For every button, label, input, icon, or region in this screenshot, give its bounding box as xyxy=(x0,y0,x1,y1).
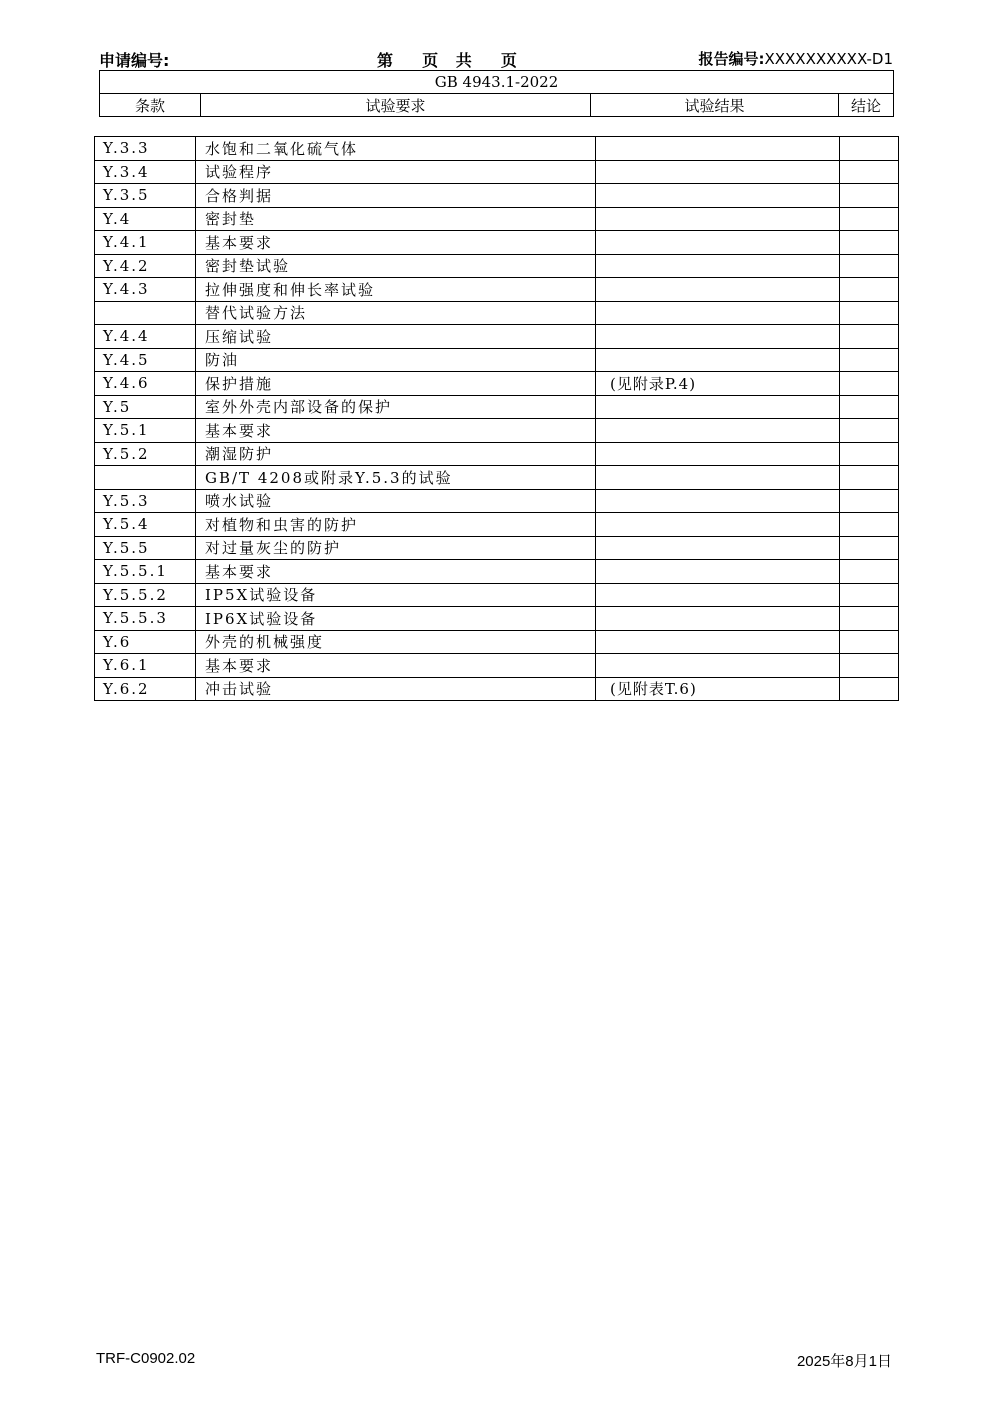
standard-title: GB 4943.1-2022 xyxy=(100,71,894,94)
requirement-cell: 潮湿防护 xyxy=(196,442,596,466)
result-cell xyxy=(596,254,840,278)
verdict-cell xyxy=(840,607,899,631)
requirement-cell: 室外外壳内部设备的保护 xyxy=(196,395,596,419)
result-cell xyxy=(596,419,840,443)
clause-cell: Y.3.3 xyxy=(95,137,196,161)
verdict-cell xyxy=(840,489,899,513)
requirement-cell: 试验程序 xyxy=(196,160,596,184)
result-cell: (见附录P.4) xyxy=(596,372,840,396)
result-cell xyxy=(596,184,840,208)
requirement-cell: 对植物和虫害的防护 xyxy=(196,513,596,537)
result-cell xyxy=(596,654,840,678)
table-row xyxy=(95,583,899,607)
table-row xyxy=(95,607,899,631)
clause-cell: Y.5.5 xyxy=(95,536,196,560)
table-row xyxy=(95,254,899,278)
verdict-cell xyxy=(840,677,899,701)
result-cell xyxy=(596,630,840,654)
table-row xyxy=(95,419,899,443)
verdict-cell xyxy=(840,419,899,443)
requirement-cell: IP6X试验设备 xyxy=(196,607,596,631)
result-cell xyxy=(596,466,840,490)
requirement-cell: 外壳的机械强度 xyxy=(196,630,596,654)
table-row xyxy=(95,630,899,654)
clause-cell: Y.6.1 xyxy=(95,654,196,678)
requirement-cell: 拉伸强度和伸长率试验 xyxy=(196,278,596,302)
requirement-cell: 压缩试验 xyxy=(196,325,596,349)
requirement-cell: 基本要求 xyxy=(196,560,596,584)
requirement-cell: 合格判据 xyxy=(196,184,596,208)
table-row xyxy=(95,513,899,537)
result-cell xyxy=(596,348,840,372)
report-number xyxy=(698,48,893,69)
clause-cell: Y.6.2 xyxy=(95,677,196,701)
result-cell xyxy=(596,489,840,513)
page-info: 第 页 共 页 xyxy=(377,51,523,70)
clause-cell: Y.5.4 xyxy=(95,513,196,537)
table-row xyxy=(95,442,899,466)
requirement-cell: 保护措施 xyxy=(196,372,596,396)
requirement-cell: 替代试验方法 xyxy=(196,301,596,325)
column-header-verdict: 结论 xyxy=(839,94,894,117)
verdict-cell xyxy=(840,325,899,349)
table-row xyxy=(95,325,899,349)
column-header-clause: 条款 xyxy=(100,94,201,117)
footer-date: 2025年8月1日 xyxy=(796,1353,892,1370)
result-cell xyxy=(596,160,840,184)
table-row xyxy=(95,466,899,490)
verdict-cell xyxy=(840,278,899,302)
clause-cell: Y.4.4 xyxy=(95,325,196,349)
table-row xyxy=(95,654,899,678)
clause-cell: Y.3.5 xyxy=(95,184,196,208)
result-cell xyxy=(596,395,840,419)
result-cell xyxy=(596,560,840,584)
requirement-cell: 密封垫试验 xyxy=(196,254,596,278)
clause-cell: Y.5.5.3 xyxy=(95,607,196,631)
clause-cell: Y.5.1 xyxy=(95,419,196,443)
result-cell xyxy=(596,442,840,466)
table-row xyxy=(95,560,899,584)
table-row xyxy=(95,348,899,372)
table-row xyxy=(95,184,899,208)
clause-cell: Y.5 xyxy=(95,395,196,419)
table-row xyxy=(95,278,899,302)
clause-cell: Y.3.4 xyxy=(95,160,196,184)
verdict-cell xyxy=(840,301,899,325)
verdict-cell xyxy=(840,231,899,255)
requirement-cell: IP5X试验设备 xyxy=(196,583,596,607)
table-row xyxy=(95,231,899,255)
column-header-result: 试验结果 xyxy=(591,94,839,117)
verdict-cell xyxy=(840,207,899,231)
clause-cell: Y.5.5.1 xyxy=(95,560,196,584)
clause-cell: Y.4.1 xyxy=(95,231,196,255)
result-cell xyxy=(596,207,840,231)
report-header-table xyxy=(99,70,894,117)
requirement-cell: 基本要求 xyxy=(196,654,596,678)
table-row xyxy=(95,536,899,560)
clause-cell: Y.4.2 xyxy=(95,254,196,278)
verdict-cell xyxy=(840,372,899,396)
application-number-label: 申请编号: xyxy=(99,51,170,70)
requirement-cell: 防油 xyxy=(196,348,596,372)
verdict-cell xyxy=(840,583,899,607)
result-cell xyxy=(596,325,840,349)
verdict-cell xyxy=(840,254,899,278)
table-row xyxy=(95,489,899,513)
requirement-cell: 密封垫 xyxy=(196,207,596,231)
result-cell xyxy=(596,301,840,325)
requirement-cell: 水饱和二氧化硫气体 xyxy=(196,137,596,161)
table-row xyxy=(95,160,899,184)
verdict-cell xyxy=(840,137,899,161)
verdict-cell xyxy=(840,160,899,184)
clause-cell xyxy=(95,301,196,325)
clause-cell: Y.6 xyxy=(95,630,196,654)
verdict-cell xyxy=(840,442,899,466)
result-cell xyxy=(596,278,840,302)
result-cell xyxy=(596,231,840,255)
requirement-cell: 基本要求 xyxy=(196,231,596,255)
clause-cell: Y.4.5 xyxy=(95,348,196,372)
table-row xyxy=(95,372,899,396)
verdict-cell xyxy=(840,513,899,537)
table-row xyxy=(95,677,899,701)
page-header xyxy=(99,48,893,70)
table-row xyxy=(95,137,899,161)
table-row xyxy=(95,301,899,325)
requirement-cell: GB/T 4208或附录Y.5.3的试验 xyxy=(196,466,596,490)
clause-cell: Y.4 xyxy=(95,207,196,231)
table-row xyxy=(95,395,899,419)
clause-cell: Y.5.5.2 xyxy=(95,583,196,607)
report-number-label: 报告编号: xyxy=(698,50,765,68)
clause-cell: Y.5.2 xyxy=(95,442,196,466)
clause-cell: Y.4.6 xyxy=(95,372,196,396)
result-cell: (见附表T.6) xyxy=(596,677,840,701)
clause-cell xyxy=(95,466,196,490)
form-code: TRF-C0902.02 xyxy=(96,1350,196,1367)
requirement-cell: 冲击试验 xyxy=(196,677,596,701)
verdict-cell xyxy=(840,560,899,584)
verdict-cell xyxy=(840,630,899,654)
verdict-cell xyxy=(840,536,899,560)
result-cell xyxy=(596,137,840,161)
requirement-cell: 基本要求 xyxy=(196,419,596,443)
requirement-cell: 喷水试验 xyxy=(196,489,596,513)
clause-cell: Y.5.3 xyxy=(95,489,196,513)
result-cell xyxy=(596,513,840,537)
verdict-cell xyxy=(840,184,899,208)
report-number-value: XXXXXXXXXX-D1 xyxy=(764,50,893,68)
verdict-cell xyxy=(840,466,899,490)
test-requirements-table xyxy=(94,136,899,701)
requirement-cell: 对过量灰尘的防护 xyxy=(196,536,596,560)
column-header-requirement: 试验要求 xyxy=(201,94,591,117)
result-cell xyxy=(596,607,840,631)
table-row xyxy=(95,207,899,231)
result-cell xyxy=(596,583,840,607)
verdict-cell xyxy=(840,348,899,372)
verdict-cell xyxy=(840,654,899,678)
verdict-cell xyxy=(840,395,899,419)
result-cell xyxy=(596,536,840,560)
clause-cell: Y.4.3 xyxy=(95,278,196,302)
